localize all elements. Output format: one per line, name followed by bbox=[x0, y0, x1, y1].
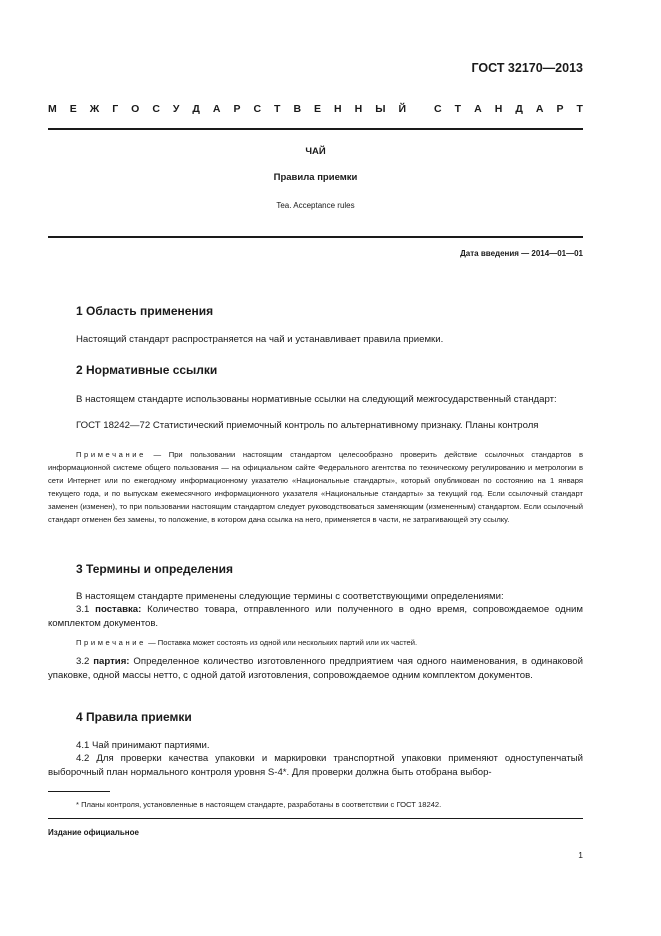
banner-letter: Ы bbox=[375, 103, 386, 115]
banner-letter: Т bbox=[576, 103, 583, 115]
footnote-rule bbox=[48, 791, 110, 792]
term-definition: Определенное количество изготовленного предприятием чая одного наименования, в одинаковой упаковке, одной массы нетто, с одной датой изготовления, сопровождаемое одним комплектом документов. bbox=[48, 656, 583, 681]
banner-letter: Т bbox=[454, 103, 462, 115]
term-number: 3.1 bbox=[76, 604, 96, 615]
banner-letter: А bbox=[474, 103, 482, 115]
section-2-note bbox=[48, 448, 583, 526]
section-1-heading: 1 Область применения bbox=[76, 304, 214, 318]
banner-letter: С bbox=[253, 103, 262, 115]
banner-letter: Р bbox=[233, 103, 241, 115]
section-3-note bbox=[48, 636, 583, 649]
banner-letter: О bbox=[131, 103, 140, 115]
page-number: 1 bbox=[578, 850, 583, 860]
section-3-heading: 3 Термины и определения bbox=[76, 562, 234, 576]
header-rule bbox=[48, 128, 583, 130]
footnote: * Планы контроля, установленные в настоящем стандарте, разработаны в соответствии с ГОСТ 18242. bbox=[76, 800, 442, 809]
banner-letter: Т bbox=[274, 103, 281, 115]
banner-letter: Н bbox=[334, 103, 342, 115]
banner-letter: Г bbox=[112, 103, 119, 115]
section-2-heading: 2 Нормативные ссылки bbox=[76, 363, 218, 377]
gost-number: ГОСТ 32170—2013 bbox=[471, 61, 583, 75]
section-2-paragraph: В настоящем стандарте использованы нормативные ссылки на следующий межгосударственный стандарт: bbox=[76, 394, 557, 405]
section-1-paragraph: Настоящий стандарт распространяется на чай и устанавливает правила приемки. bbox=[76, 334, 444, 345]
banner-letter: Н bbox=[494, 103, 503, 115]
banner-word-interstate bbox=[48, 103, 406, 115]
note-label: Примечание bbox=[76, 450, 146, 459]
term-name: партия: bbox=[93, 656, 130, 667]
standard-title: ЧАЙ bbox=[305, 146, 326, 157]
banner-letter: Д bbox=[192, 103, 200, 115]
interstate-standard-banner bbox=[48, 103, 583, 115]
term-3-2 bbox=[48, 655, 583, 683]
banner-letter: С bbox=[152, 103, 160, 115]
banner-letter: А bbox=[535, 103, 544, 115]
banner-letter: С bbox=[434, 103, 442, 115]
term-definition: Количество товара, отправленного или полученного в одно время, сопровождаемое одним комплектом документов. bbox=[48, 604, 583, 629]
title-rule bbox=[48, 236, 583, 238]
banner-letter: А bbox=[212, 103, 221, 115]
banner-letter: Ж bbox=[89, 103, 100, 115]
standard-title-english: Tea. Acceptance rules bbox=[276, 201, 355, 210]
introduction-date: Дата введения — 2014—01—01 bbox=[460, 249, 583, 258]
banner-word-standard bbox=[434, 103, 583, 115]
section-2-reference: ГОСТ 18242—72 Статистический приемочный контроль по альтернативному признаку. Планы контроля bbox=[76, 420, 539, 431]
term-3-1 bbox=[48, 603, 583, 631]
footer-rule bbox=[48, 818, 583, 819]
banner-letter: Н bbox=[354, 103, 363, 115]
note-label: Примечание bbox=[76, 638, 146, 647]
banner-letter: Р bbox=[556, 103, 564, 115]
banner-letter: Й bbox=[398, 103, 406, 115]
banner-letter: У bbox=[172, 103, 180, 115]
banner-letter: Д bbox=[515, 103, 523, 115]
clause-4-2: 4.2 Для проверки качества упаковки и маркировки транспортной упаковки применяют одноступенчатый выборочный план нормального контроля уровня S-4*. Для проверки должна быть отобрана выбор- bbox=[48, 753, 583, 778]
term-name: поставка: bbox=[95, 604, 142, 615]
banner-letter: М bbox=[48, 103, 57, 115]
banner-letter: Е bbox=[69, 103, 77, 115]
section-4-heading: 4 Правила приемки bbox=[76, 710, 192, 724]
clause-4-1: 4.1 Чай принимают партиями. bbox=[76, 740, 210, 751]
banner-letter: В bbox=[293, 103, 302, 115]
standard-subtitle: Правила приемки bbox=[273, 172, 358, 183]
note-text: — Поставка может состоять из одной или нескольких партий или их частей. bbox=[145, 638, 418, 647]
section-3-paragraph: В настоящем стандарте применены следующие термины с соответствующими определениями: bbox=[76, 591, 504, 602]
edition-note: Издание официальное bbox=[48, 828, 139, 837]
term-number: 3.2 bbox=[76, 656, 94, 667]
banner-letter: Е bbox=[314, 103, 322, 115]
note-text: — При пользовании настоящим стандартом целесообразно проверить действие ссылочных стандартов в информационной системе общего пользования — на официальном сайте Федерального агентства по техническому регулированию и метрологии в сети Интернет или по ежегодному информационному указателю «Национальные стандарты», который опубликован по состоянию на 1 января текущего года, и по выпускам ежемесячного информационного указателя «Национальные стандарты» за текущий год. Если ссылочный стандарт заменен (изменен), то при пользовании настоящим стандартом следует руководствоваться заменяющим (измененным) стандартом. Если ссылочный стандарт отменен без замены, то положение, в котором дана ссылка на него, применяется в части, не затрагивающей эту ссылку. bbox=[48, 450, 583, 524]
